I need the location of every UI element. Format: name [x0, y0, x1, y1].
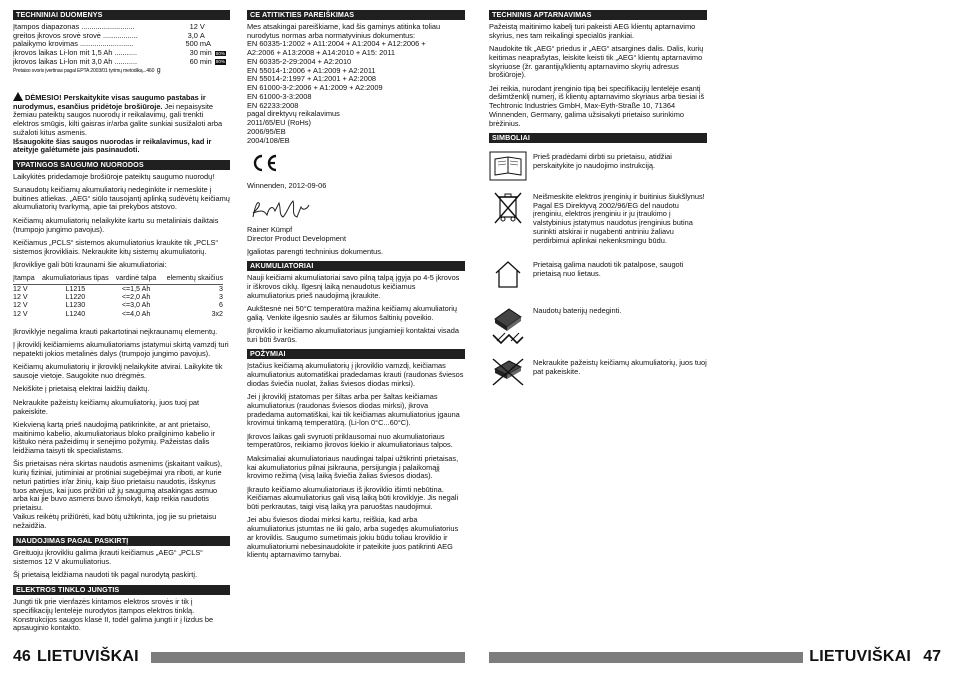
- ce-standard-line: EN 61000-3-2:2006 + A1:2009 + A2:2009: [247, 83, 383, 93]
- service-list: [489, 23, 707, 128]
- battery-table-row: [13, 293, 223, 301]
- heading-technical-data: TECHNINIAI DUOMENYS: [13, 10, 230, 20]
- safety-list: [13, 173, 230, 270]
- heading-symbols: SIMBOLIAI: [489, 133, 707, 143]
- service-paragraph: Jei reikia, nurodant įrenginio tipą bei specifikacijų lentelėje esantį dešimtženklį numerį, iš klientų aptarnavimo skyriaus arba tiesiai iš Techtronic Industries GmbH, Max-Eyth-Straße 10, 71364 Winnenden, Germany, galima užsisakyti prietaiso surinkimo brėžinius.: [489, 83, 705, 128]
- battery-paragraph: Įkroviklio ir keičiamo akumuliatoriaus jungiamieji kontaktai visada turi būti švarūs.: [247, 326, 459, 345]
- warning-bold-2: Išsaugokite šias saugos nuorodas ir reikalavimus, kad ir ateityje galėtumėte jais pasinaudoti.: [13, 136, 212, 155]
- spec-badge-cell: [214, 49, 230, 58]
- battery-table-cell: 6: [219, 301, 223, 310]
- features-list: [247, 362, 465, 560]
- spec-badge-cell: [214, 32, 230, 41]
- language-label-right: LIETUVIŠKAI: [809, 648, 911, 665]
- safety-paragraph: Keičiamų akumuliatorių nelaikykite kartu su metaliniais daiktais (trumpojo jungimo pavojus).: [13, 215, 219, 234]
- safety-paragraph: Įkroviklyje negalima krauti pakartotinai neįkraunamų elementų.: [13, 327, 218, 337]
- safety-paragraph: Šis prietaisas nėra skirtas naudotis asmenims (įskaitant vaikus), kurių fiziniai, jutiminiai ar protiniai sugebėjimai yra riboti, ar kurie neturi patirties ir/ar žinių, kaip šiuo prietaisu naudotis, išskyrus tuos atvejus, kai juos prižiūri už jų saugumą atsakingas asmuo arba kai jie buvo asmens buvo išmokyti, kaip reikia naudotis prietaisu. Vaikus reikėtų prižiūrėti, kad būtų užtikrinta, jog jie su prietaisu nežaidžia.: [13, 459, 223, 530]
- spec-label: Įtampos diapazonas ..........................: [13, 23, 135, 31]
- service-paragraph: Pažeistą maitinimo kabelį turi pakeisti AEG klientų aptarnavimo skyrius, nes tam reikalingi specialūs įrankiai.: [489, 22, 696, 40]
- battery-paragraph: Aukštesnė nei 50°C temperatūra mažina keičiamų akumuliatorių galią. Venkite ilgesnio saulės ar šilumos šaltinių poveikio.: [247, 304, 457, 322]
- heading-ce: CE ATITIKTIES PAREIŠKIMAS: [247, 10, 465, 20]
- battery-table-header: vardinė talpa: [113, 274, 159, 284]
- symbol-text-house: Prietaisą galima naudoti tik patalpose, saugoti prietaisą nuo lietaus.: [533, 260, 684, 278]
- heading-safety: YPATINGOS SAUGUMO NUORODOS: [13, 160, 230, 170]
- battery-table-cell: 12 V: [13, 301, 28, 310]
- battery-table-cell: 3x2: [211, 309, 223, 318]
- safety-paragraph: Laikykitės pridedamoje brošiūroje pateiktų saugumo nuorodų!: [13, 171, 215, 181]
- ce-mark-icon: [251, 153, 279, 173]
- spec-value: 500: [185, 39, 198, 49]
- symbol-bin: [489, 191, 707, 245]
- language-label-left: LIETUVIŠKAI: [37, 648, 139, 665]
- symbol-text-bin: Neišmeskite elektros įrenginių ir buitinius šiukšlynus! Pagal ES Direktyvą 2002/96/EG del naudotu įrenginiu, elektros įrenginiu ir ju įtraukimo į valstybinius įstatymus naudotus įrenginius butina surinkti atskirai ir nugabenti antriniu žaliavu perdirbimui aplinkai nekenksmingu būdu.: [533, 191, 705, 245]
- spec-unit: A: [199, 30, 205, 40]
- safety-paragraph: Keičiamų akumuliatorių ir įkroviklį nelaikykite atvirai. Laikykite tik sausoje vietoje. Saugokite nuo drėgmės.: [13, 362, 223, 381]
- signer: Rainer Kümpf: [247, 225, 293, 235]
- heading-service: TECHNINIS APTARNAVIMAS: [489, 10, 707, 20]
- signature-icon: [249, 197, 329, 223]
- footer-left: [13, 648, 465, 666]
- date-line: Winnenden, 2012-09-06: [247, 181, 327, 191]
- spec-row: [13, 58, 230, 67]
- heading-intended-use: NAUDOJIMAS PAGAL PASKIRTĮ: [13, 536, 230, 546]
- mains-paragraph: Jungti tik prie vienfazės kintamos elektros srovės ir tik į specifikacijų lentelėje nurodytos įtampos elektros tinklą. Konstrukcijos saugos klasė II, todėl galima jungti ir į lizdus be apsauginio kontakto.: [13, 597, 214, 633]
- ce-standard-line: EN 61000-3-3:2008: [247, 91, 312, 101]
- spec-value: 3,0: [187, 30, 198, 40]
- ce-lines: [247, 23, 465, 145]
- battery-table-cell: L1230: [65, 301, 86, 310]
- safety-paragraph: Keičiamus „PCLS“ sistemos akumuliatorius kraukite tik „PCLS“ sistemos įkrovikliais. Nekraukite kitų sistemų akumuliatorių.: [13, 237, 218, 256]
- footer-right: [489, 648, 941, 666]
- ce-standard-line: EN 55014-1:2006 + A1:2009 + A2:2011: [247, 65, 376, 75]
- feature-paragraph: Įkrovos laikas gali svyruoti priklausomai nuo akumuliatoriaus temperatūros, reikiamo įkrovos kiekio ir akumuliatoriaus talpos.: [247, 431, 453, 450]
- battery-table-cell: 12 V: [13, 284, 28, 293]
- ce-standard-line: 2011/65/EU (RoHs): [247, 118, 311, 128]
- battery-table-header: Įtampa: [13, 274, 38, 284]
- safety-paragraph: Įkrovikliye gali būti kraunami šie akumuliatoriai:: [13, 259, 167, 269]
- warning-paragraph: [13, 91, 230, 155]
- safety-paragraph: Sunaudotų keičiamų akumuliatorių nedeginkite ir nemeskite į buitines atliekas. „AEG“ siūlo tausojantį aplinką sudėvėtų keičiamų akumuliatorių tvarkymą, apie tai prekybos atstovo.: [13, 184, 230, 212]
- ce-mark: [251, 153, 465, 176]
- ce-standard-line: EN 60335-1:2002 + A11:2004 + A1:2004 + A12:2006 +: [247, 39, 426, 49]
- battery-table-cell: <=2,0 Ah: [121, 292, 151, 301]
- spec-label: palaikymo krovimas ..........................: [13, 40, 134, 49]
- authorized: Įgaliotas parengti techninius dokumentus.: [247, 247, 383, 257]
- spec-badge-cell: [214, 40, 230, 49]
- charge-percent-badge: 80%: [215, 50, 225, 56]
- heading-features: POŽYMIAI: [247, 349, 465, 359]
- use-list: [13, 549, 230, 580]
- footer-bar-right: [489, 652, 803, 663]
- spec-badge-cell: [214, 58, 230, 67]
- battery-table-cell: L1240: [65, 309, 86, 318]
- column-right: [489, 10, 707, 397]
- battery-table-header: akumuliatoriaus tipas: [38, 274, 114, 284]
- ce-standard-line: EN 55014-2:1997 + A1:2001 + A2:2008: [247, 74, 377, 84]
- spec-unit: min: [199, 48, 212, 58]
- spec-value: 12: [189, 22, 198, 31]
- battery-table-cell: 12 V: [13, 292, 28, 301]
- battery-table-cell: L1215: [65, 284, 86, 293]
- signer-title: Director Product Development: [247, 233, 346, 243]
- spec-label: įkrovos laikas Li-lon mit 3,0 Ah ...........: [13, 57, 138, 66]
- page-number-left: 46: [13, 648, 31, 665]
- safety-paragraph: Nekiškite į prietaisą elektrai laidžių daiktų.: [13, 384, 150, 394]
- warning-bold-1: DĖMESIO! Perskaitykite visas saugumo pastabas ir nurodymus, esančius pridėtoje brošiūroje.: [13, 92, 206, 111]
- feature-paragraph: Jei abu šviesos diodai mirksi kartu, reiškia, kad arba akumuliatorius įstumtas ne iki galo, arba sugedęs akumuliatorius ar kroviklis. Saugumo sumetimais jokiu būdu toliau kroviklio ir akumuliatoriumi nebesinaudokite ir pateikite juos patikrinti AEG klientų aptarnavimo tarnybai.: [247, 515, 459, 560]
- symbol-text-book: Prieš pradėdami dirbti su prietaisu, atidžiai perskaitykite jo naudojimo instrukciją.: [533, 151, 672, 170]
- heading-mains: ELEKTROS TINKLO JUNGTIS: [13, 585, 230, 595]
- feature-paragraph: Maksimaliai akumuliatoriaus naudingai talpai užtikrinti prietaisas, kai akumuliatorius pilnai įsikrauna, persijungia į palaikomąjį krovimo režimą (visą laiką šviečia žalias šviesos diodas).: [247, 453, 459, 481]
- battery-table-cell: 3: [219, 292, 223, 301]
- symbol-book: [489, 151, 707, 181]
- safety-paragraph: Kiekvieną kartą prieš naudojimą patikrinkite, ar ant prietaiso, maitinimo kabelio, akumuliatoriaus bloko prailginimo kabelio ir kištuko nėra pažeidimų ir senėjimo požymių. Pažeistas dalis leidžiama taisyti tik specialistams.: [13, 419, 216, 456]
- weight-value: 460: [146, 67, 155, 74]
- battery-table-cell: <=4,0 Ah: [121, 309, 151, 318]
- weight-label: Pretaiso svoris įvertinas pagal EPTA 2003/01 tyrimų metodiką: [13, 67, 143, 74]
- service-paragraph: Naudokite tik „AEG“ priedus ir „AEG“ atsargines dalis. Dalis, kurių keitimas neaprašytas, leiskite keisti tik „AEG“ klientų aptarnavimo skyriuose (žr. garantijų/klientų aptarnavimo skyrių adresus brošiūroje).: [489, 44, 704, 80]
- damaged-battery-icon: [489, 357, 527, 387]
- use-paragraph: Greituoju įkrovikliu galima įkrauti keičiamus „AEG“ „PCLS“ sistemos 12 V akumuliatorius.: [13, 548, 203, 567]
- crossed-bin-icon: [489, 191, 527, 225]
- spec-table: [13, 23, 230, 67]
- spec-unit: min: [199, 56, 212, 66]
- battery-table-row: [13, 301, 223, 309]
- use-paragraph: Šį prietaisą leidžiama naudoti tik pagal nurodytą paskirtį.: [13, 570, 198, 580]
- symbol-battery: [489, 305, 707, 345]
- safety-list-2: [13, 328, 230, 530]
- battery-table-cell: 12 V: [13, 309, 28, 318]
- charge-percent-badge: 80%: [215, 59, 225, 65]
- battery-table-row: [13, 310, 223, 318]
- symbol-damaged: [489, 357, 707, 387]
- battery-table-header: elementų skaičius: [159, 274, 223, 284]
- battery-table-cell: <=1,5 Ah: [121, 284, 151, 293]
- warning-text: Jei nepaisysite žemiau pateiktų saugos nuorodų ir reikalavimų, gali trenkti elektros smūgis, kilti gaisras ir/arba galite sunkiai susižaloti arba sužaloti kitus asmenis.: [13, 101, 223, 137]
- feature-paragraph: Įstačius keičiamą akumuliatorių į įkroviklio vamzdį, keičiamas akumuliatorius automatiškai pradedamas krauti (raudonas šviesos diodas šviečia nuolat, žalias šviesos diodas mirksi).: [247, 361, 464, 388]
- ce-standard-line: 2004/108/EB: [247, 135, 290, 145]
- battery-table: [13, 274, 223, 318]
- safety-paragraph: Nekraukite pažeistų keičiamų akumuliatorių, juos tuoj pat pakeiskite.: [13, 397, 200, 416]
- spec-unit: mA: [199, 39, 211, 49]
- ce-standard-line: EN 62233:2008: [247, 100, 299, 110]
- symbol-text-battery: Naudotų baterijų nedeginti.: [533, 306, 622, 316]
- feature-paragraph: Jei į įkroviklį įstatomas per šiltas arba per šaltas keičiamas akumuliatorius (raudonas šviesos diodas mirksi), įkrova pradedama automatiškai, kai tik keičiamas akumuliatorius įgauna krovimui tinkamą temperatūrą. (Li-lon 0°C...60°C).: [247, 392, 460, 428]
- spec-value: 60: [189, 56, 198, 66]
- book-icon: [489, 151, 527, 181]
- warning-triangle-icon: [13, 92, 23, 101]
- weight-unit: g: [156, 66, 161, 74]
- spec-value: 30: [189, 48, 198, 58]
- battery-charge-icon: [489, 305, 527, 345]
- ce-intro: Mes atsakingai pareiškiame, kad šis gaminys atitinka toliau nurodytus normas arba normatyvinius dokumentus:: [247, 22, 441, 40]
- battery-table-cell: <=3,0 Ah: [121, 301, 151, 310]
- symbol-house: [489, 259, 707, 289]
- mains-list: [13, 598, 230, 633]
- heading-batteries: AKUMULIATORIAI: [247, 261, 465, 271]
- battery-table-cell: L1220: [65, 292, 86, 301]
- ce-standard-line: pagal direktyvų reikalavimus: [247, 109, 340, 119]
- spec-badge-cell: [214, 23, 230, 32]
- ce-standard-line: 2006/95/EB: [247, 126, 286, 136]
- feature-paragraph: Įkrauto keičiamo akumuliatoriaus iš įkroviklio išimti nebūtina. Keičiamas akumuliatorius gali visą laiką būti kroviklyje. Jis negali būti perkrautas, taigi visą laiką yra paruoštas naudojimui.: [247, 484, 459, 512]
- spec-unit: V: [199, 22, 205, 31]
- ce-standard-line: EN 60335-2-29:2004 + A2:2010: [247, 56, 352, 66]
- spec-label: greitos įkrovos srovė srovė .................: [13, 31, 138, 40]
- symbol-text-damaged: Nekraukite pažeistų keičiamų akumuliatorių, juos tuoj pat pakeiskite.: [533, 358, 707, 376]
- battery-paragraph: Nauji keičiami akumuliatoriai savo pilną talpą įgyja po 4-5 įkrovos ir iškrovos ciklų. Ilgesnį laiką nenaudotus keičiamus akumuliatorius prieš naudojimą įkraukite.: [247, 273, 460, 300]
- footer-bar-left: [151, 652, 465, 663]
- battery-list: [247, 274, 465, 344]
- safety-paragraph: Į įkroviklį keičiamiems akumuliatoriams įstatymui skirtą vamzdį turi nepatekti jokios metalinės dalys (trumpojo jungimo pavojus).: [13, 340, 229, 359]
- spec-label: įkrovos laikas Li-lon mit 1,5 Ah ...........: [13, 49, 138, 58]
- column-left: [13, 10, 230, 638]
- ce-standard-line: A2:2006 + A13:2008 + A14:2010 + A15: 2011: [247, 48, 396, 58]
- house-icon: [489, 259, 527, 289]
- column-middle: [247, 10, 465, 565]
- page-number-right: 47: [923, 648, 941, 665]
- battery-table-row: [13, 284, 223, 293]
- battery-table-cell: 3: [219, 284, 223, 293]
- weight-line: Pretaiso svoris įvertinas pagal EPTA 2003/01 tyrimų metodiką...460 g: [13, 66, 161, 74]
